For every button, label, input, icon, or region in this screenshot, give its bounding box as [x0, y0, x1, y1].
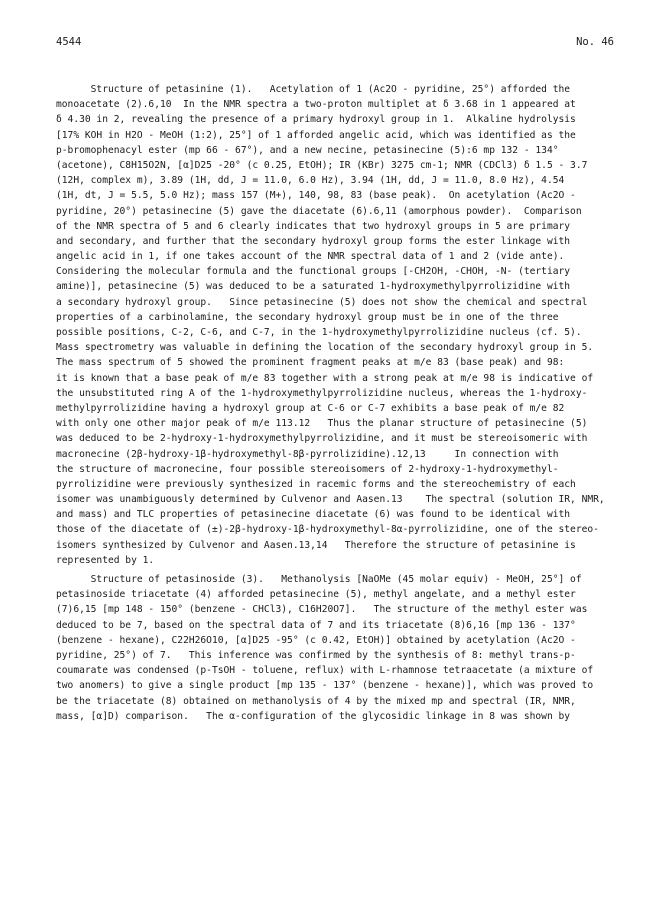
text-line: pyridine, 25°) of 7. This inference was confirmed by the synthesis of 8: methyl trans-p-	[56, 649, 576, 661]
text-line: with only one other major peak of m/e 113.12 Thus the planar structure of petasinecine (5)	[56, 418, 588, 430]
text-line: properties of a carbinolamine, the secondary hydroxyl group must be in one of the three	[56, 311, 559, 323]
page-number: 4544	[56, 36, 82, 48]
text-line: p-bromophenacyl ester (mp 66 - 67°), and a new necine, petasinecine (5):6 mp 132 - 134°	[56, 144, 559, 156]
text-line: δ 4.30 in 2, revealing the presence of a primary hydroxyl group in 1. Alkaline hydrolysis	[56, 114, 576, 126]
text-line: deduced to be 7, based on the spectral data of 7 and its triacetate (8)6,16 [mp 136 - 137°	[56, 619, 576, 631]
text-line: isomer was unambiguously determined by Culvenor and Aasen.13 The spectral (solution IR, NMR,	[56, 494, 605, 506]
text-line: (12H, complex m), 3.89 (1H, dd, J = 11.0, 6.0 Hz), 3.94 (1H, dd, J = 11.0, 8.0 Hz), 4.54	[56, 175, 565, 187]
text-line: the unsubstituted ring A of the 1-hydroxymethylpyrrolizidine nucleus, whereas the 1-hydroxy-	[56, 387, 588, 399]
text-line: isomers synthesized by Culvenor and Aasen.13,14 Therefore the structure of petasinine is	[56, 539, 576, 551]
text-line: Structure of petasinine (1). Acetylation of 1 (Ac2O - pyridine, 25°) afforded the	[56, 84, 571, 95]
text-line: Considering the molecular formula and the functional groups [-CH2OH, -CHOH, -N- (tertiary	[56, 266, 571, 278]
text-line: it is known that a base peak of m/e 83 together with a strong peak at m/e 98 is indicative of	[56, 372, 594, 384]
text-line: pyridine, 20°) petasinecine (5) gave the diacetate (6).6,11 (amorphous powder). Comparison	[56, 205, 582, 217]
text-line: Structure of petasinoside (3). Methanolysis [NaOMe (45 molar equiv) - MeOH, 25°] of	[56, 574, 582, 585]
text-line: those of the diacetate of (±)-2β-hydroxy-1β-hydroxymethyl-8α-pyrrolizidine, one of the stereo-	[56, 524, 599, 536]
text-line: petasinoside triacetate (4) afforded petasinecine (5), methyl angelate, and a methyl ester	[56, 589, 576, 601]
text-line: of the NMR spectra of 5 and 6 clearly indicates that two hydroxyl groups in 5 are primary	[56, 220, 571, 232]
text-line: and secondary, and further that the secondary hydroxyl group forms the ester linkage with	[56, 235, 571, 247]
article-body	[56, 82, 616, 724]
text-line: coumarate was condensed (p-TsOH - toluene, reflux) with L-rhamnose tetraacetate (a mixture of	[56, 665, 594, 677]
page-header	[56, 36, 614, 52]
text-line: a secondary hydroxyl group. Since petasinecine (5) does not show the chemical and spectral	[56, 296, 588, 308]
text-line: two anomers) to give a single product [mp 135 - 137° (benzene - hexane)], which was proved to	[56, 680, 594, 692]
paragraph-petasinine	[56, 82, 616, 568]
text-line: the structure of macronecine, four possible stereoisomers of 2-hydroxy-1-hydroxymethyl-	[56, 463, 559, 475]
text-line: be the triacetate (8) obtained on methanolysis of 4 by the mixed mp and spectral (IR, NMR,	[56, 695, 576, 707]
text-line: represented by 1.	[56, 554, 155, 566]
text-line: macronecine (2β-hydroxy-1β-hydroxymethyl-8β-pyrrolizidine).12,13 In connection with	[56, 448, 559, 460]
text-line: The mass spectrum of 5 showed the prominent fragment peaks at m/e 83 (base peak) and 98:	[56, 357, 565, 369]
paragraph-petasinoside	[56, 572, 616, 724]
text-line: possible positions, C-2, C-6, and C-7, in the 1-hydroxymethylpyrrolizidine nucleus (cf. 5).	[56, 327, 582, 338]
text-line: (acetone), C8H15O2N, [α]D25 -20° (c 0.25, EtOH); IR (KBr) 3275 cm-1; NMR (CDCl3) δ 1.5 - 3.7	[56, 159, 588, 171]
text-line: methylpyrrolizidine having a hydroxyl group at C-6 or C-7 exhibits a base peak of m/e 82	[56, 402, 565, 414]
text-line: monoacetate (2).6,10 In the NMR spectra a two-proton multiplet at δ 3.68 in 1 appeared at	[56, 99, 576, 111]
text-line: (1H, dt, J = 5.5, 5.0 Hz); mass 157 (M+), 140, 98, 83 (base peak). On acetylation (Ac2O -	[56, 190, 576, 202]
text-line: and mass) and TLC properties of petasinecine diacetate (6) was found to be identical with	[56, 509, 571, 521]
text-line: angelic acid in 1, if one takes account of the NMR spectral data of 1 and 2 (vide ante).	[56, 251, 565, 263]
text-line: mass, [α]D) comparison. The α-configuration of the glycosidic linkage in 8 was shown by	[56, 710, 571, 722]
text-line: (7)6,15 [mp 148 - 150° (benzene - CHCl3), C16H20O7]. The structure of the methyl ester was	[56, 604, 588, 616]
text-line: [17% KOH in H2O - MeOH (1:2), 25°] of 1 afforded angelic acid, which was identified as the	[56, 129, 576, 141]
text-line: pyrrolizidine were previously synthesized in racemic forms and the stereochemistry of each	[56, 478, 576, 490]
text-line: Mass spectrometry was valuable in defining the location of the secondary hydroxyl group in 5.	[56, 342, 594, 354]
text-line: was deduced to be 2-hydroxy-1-hydroxymethylpyrrolizidine, and it must be stereoisomeric with	[56, 433, 588, 445]
text-line: amine)], petasinecine (5) was deduced to be a saturated 1-hydroxymethylpyrrolizidine with	[56, 281, 571, 293]
journal-issue-number: No. 46	[576, 36, 614, 48]
text-line: (benzene - hexane), C22H26O10, [α]D25 -95° (c 0.42, EtOH)] obtained by acetylation (Ac2O -	[56, 634, 576, 646]
